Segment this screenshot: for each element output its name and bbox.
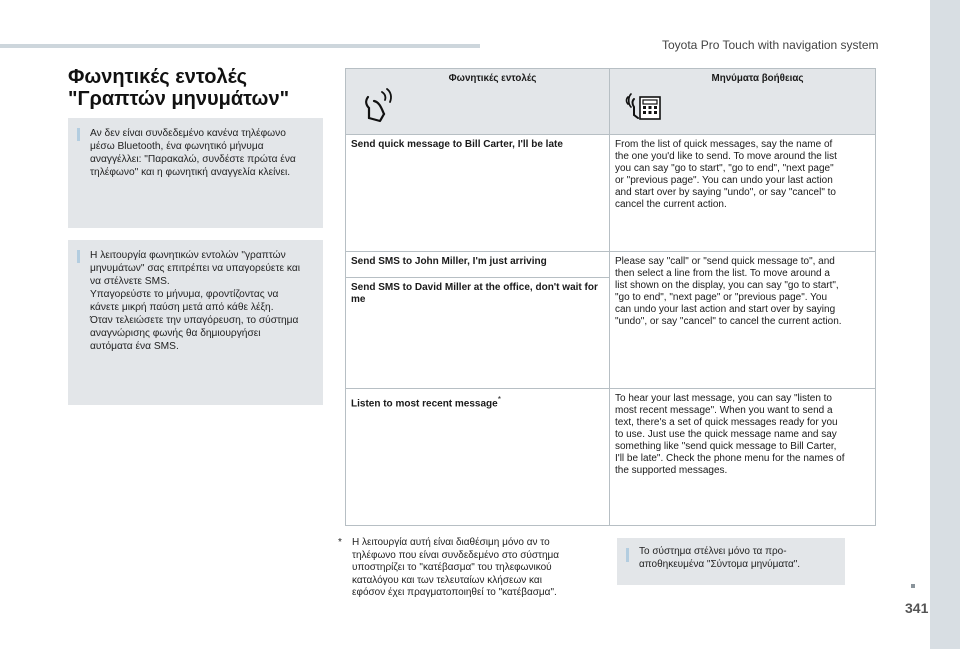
voice-command-icon (360, 85, 400, 123)
page-marker (911, 584, 915, 588)
info-box-dictation (68, 240, 323, 405)
info-box-text: Αν δεν είναι συνδεδεμένο κανένα τηλέφωνο μέσω Bluetooth, ένα φωνητικό μήνυμα αναγγέλλει: "Παρακαλώ, συνδέστε πρώτα ένα τηλέφωνο" και η φωνητική αναγγελία κλείνει. (90, 128, 296, 178)
response-cell: Please say "call" or "send quick message to", and then select a line from the list. To move around a list shown on the display, you can say "go to start", "go to end", "next page" or "previous page". You can undo your last action and start over by saying "undo", or say "cancel" to cancel the current action. (610, 252, 876, 389)
info-icon (626, 548, 629, 562)
help-message-icon (624, 85, 664, 123)
response-cell: To hear your last message, you can say "listen to most recent message". When you want to send a text, there's a set of quick messages ready for you to use. Just use the quick message name and say something like "send quick message to Bill Carter, I'll be late". Check the phone menu for the names of the supported messages. (610, 389, 876, 526)
info-box-text: Η λειτουργία φωνητικών εντολών "γραπτών μηνυμάτων" σας επιτρέπει να υπαγορεύετε και να στέλνετε SMS. Υπαγορεύστε το μήνυμα, φροντίζοντας να κάνετε μικρή παύση μετά από κάθε λέξη. Όταν τελειώσετε την υπαγόρευση, το σύστημα αναγνώρισης φωνής θα δημιουργήσει αυτόματα ένα SMS. (90, 250, 300, 352)
response-cell: From the list of quick messages, say the name of the one you'd like to send. To move around the list you can say "go to start", "go to end", "next page" or "previous page". You can undo your last action and start over by saying "undo", or say "cancel" to cancel the current action. (610, 135, 876, 252)
table-row (346, 252, 876, 278)
header-rule (0, 44, 480, 48)
footnote-text: Η λειτουργία αυτή είναι διαθέσιμη μόνο αν το τηλέφωνο που είναι συνδεδεμένο στο σύστημα υποστηρίζει το "κατέβασμα" του τηλεφωνικού καταλόγου και των τελευταίων κλήσεων και εφόσον έχει πραγματοποιηθεί το "κατέβασμα". (352, 537, 560, 598)
command-cell: Send SMS to David Miller at the office, don't wait for me (346, 278, 610, 389)
table-row (346, 135, 876, 252)
page-number: 341 (905, 600, 929, 616)
page-title: Φωνητικές εντολές "Γραπτών μηνυμάτων" (68, 66, 290, 110)
command-text: Listen to most recent message (351, 398, 498, 410)
command-cell (346, 389, 610, 526)
footnote (338, 537, 608, 600)
page-edge-strip (930, 0, 960, 649)
section-header: Toyota Pro Touch with navigation system (662, 38, 879, 52)
header-commands-label: Φωνητικές εντολές (448, 73, 537, 84)
table-row (346, 389, 876, 526)
command-cell: Send SMS to John Miller, I'm just arriving (346, 252, 610, 278)
header-help-label: Μηνύματα βοήθειας (711, 73, 804, 84)
note-box (617, 538, 845, 585)
info-icon (77, 250, 80, 263)
info-icon (77, 128, 80, 141)
footnote-mark: * (497, 394, 501, 404)
command-cell: Send quick message to Bill Carter, I'll be late (346, 135, 610, 252)
table-header-row (346, 69, 876, 135)
header-help (610, 69, 876, 135)
voice-commands-table (345, 68, 876, 526)
header-commands (346, 69, 610, 135)
info-box-no-phone (68, 118, 323, 228)
note-text: Το σύστημα στέλνει μόνο τα προ- αποθηκευμένα "Σύντομα μηνύματα". (639, 546, 801, 570)
footnote-star: * (338, 537, 342, 548)
